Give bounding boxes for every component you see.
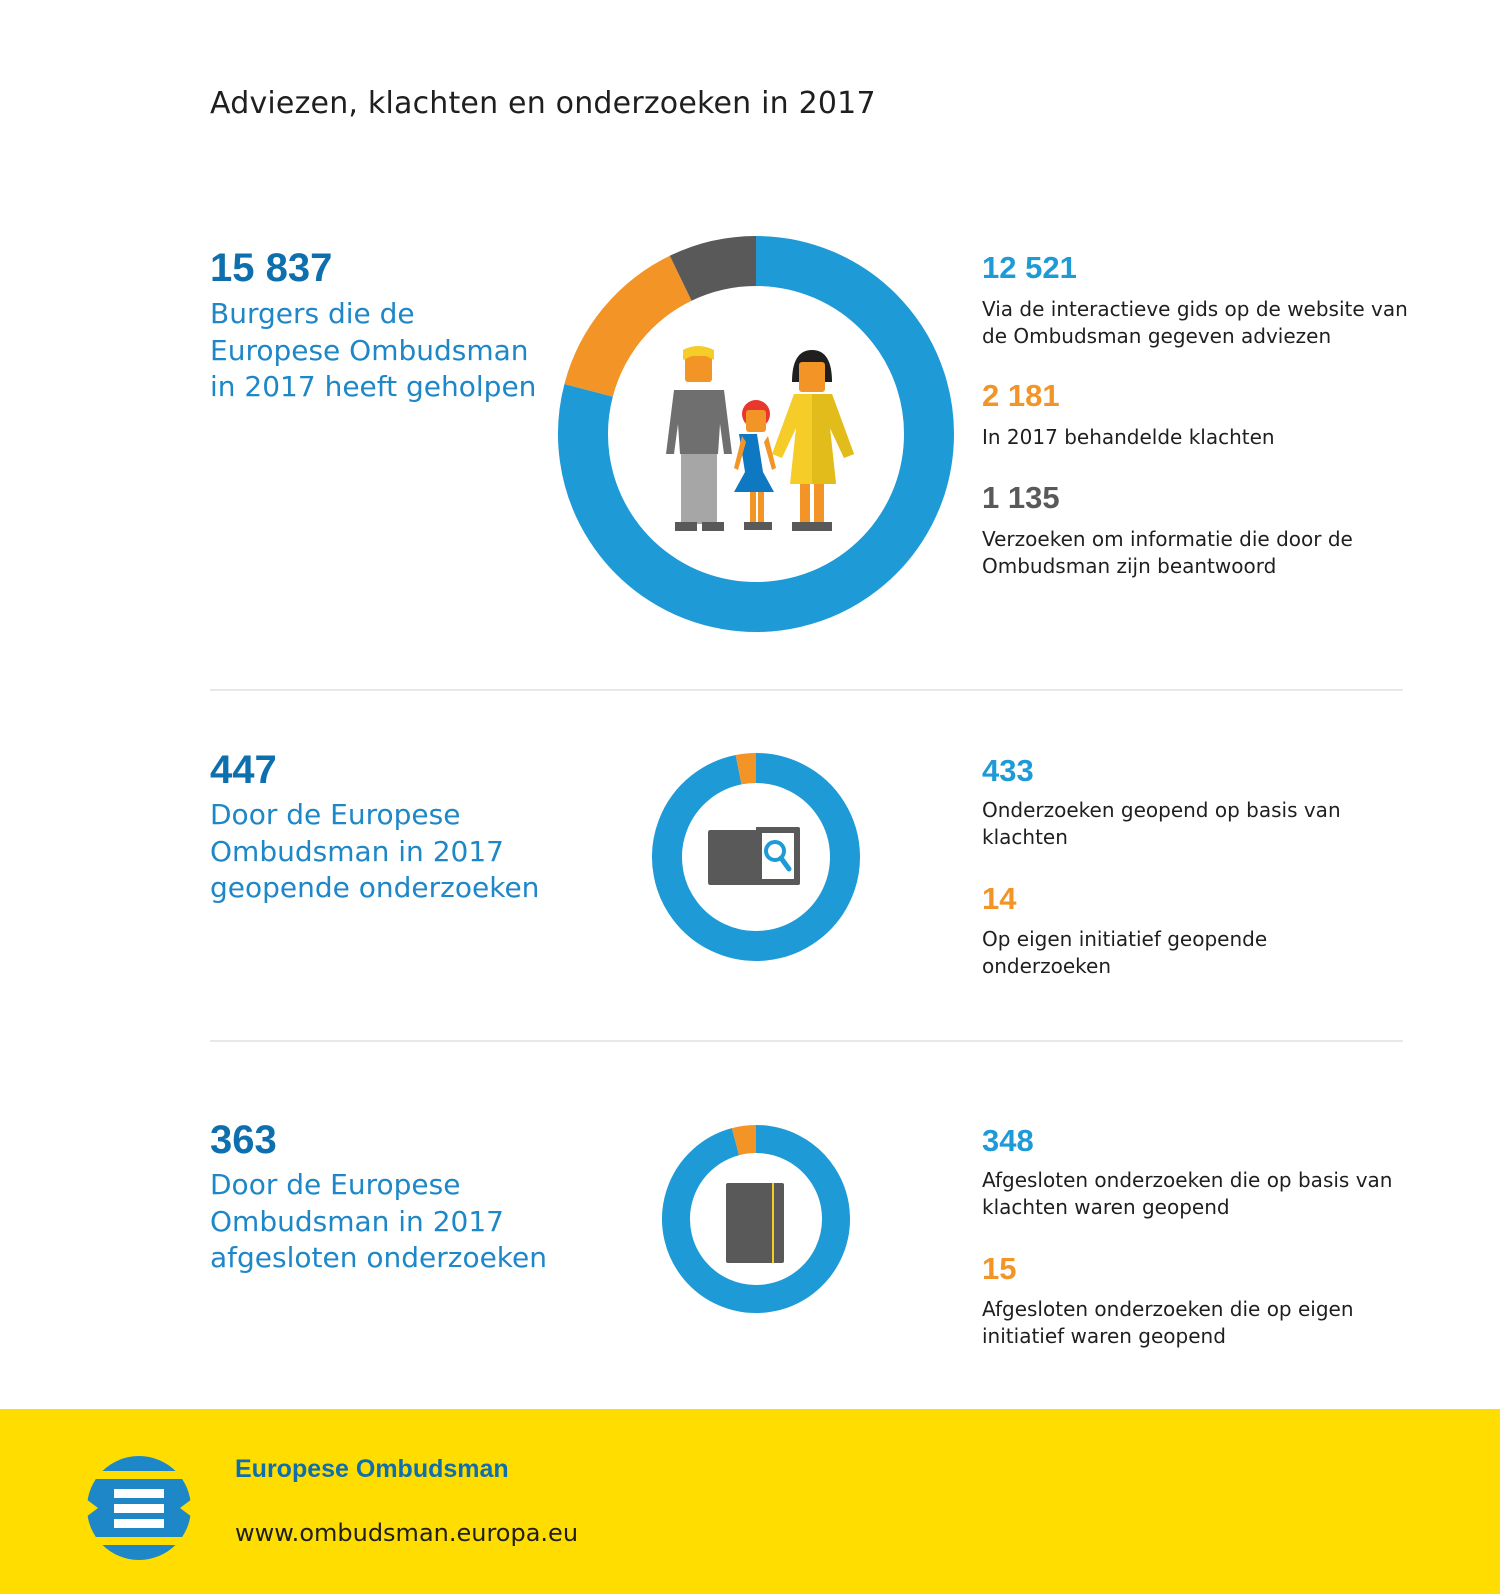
total-value: 447	[210, 748, 277, 792]
donut-chart-citizens	[554, 232, 958, 636]
family-icon	[666, 346, 854, 531]
footer	[0, 1409, 1500, 1594]
total-label: Burgers die de Europese Ombudsman in 2017 heeft geholpen	[210, 297, 537, 403]
total-label: Door de Europese Ombudsman in 2017 geopende onderzoeken	[210, 798, 540, 904]
slice-label: Onderzoeken geopend op basis van klachten	[982, 798, 1341, 849]
slice-value: 1 135	[982, 480, 1060, 515]
donut-slice	[739, 768, 756, 770]
donut-slice	[681, 261, 756, 278]
page-title: Adviezen, klachten en onderzoeken in 2017	[210, 86, 876, 121]
organization-name: Europese Ombudsman	[235, 1455, 509, 1483]
slice-label: In 2017 behandelde klachten	[982, 425, 1275, 449]
slice-value: 348	[982, 1123, 1034, 1158]
slice-label: Afgesloten onderzoeken die op eigen initiatief waren geopend	[982, 1297, 1354, 1348]
open-folder-search-icon	[708, 827, 800, 885]
slice-label: Afgesloten onderzoeken die op basis van klachten waren geopend	[982, 1168, 1393, 1219]
slice-value: 14	[982, 881, 1017, 916]
slice-value: 433	[982, 753, 1034, 788]
slice-value: 2 181	[982, 378, 1060, 413]
website-link[interactable]: www.ombudsman.europa.eu	[235, 1519, 579, 1547]
slice-value: 15	[982, 1251, 1017, 1286]
total-value: 363	[210, 1118, 277, 1162]
section-divider	[210, 689, 1403, 691]
slice-label: Op eigen initiatief geopende onderzoeken	[982, 927, 1268, 978]
donut-slice	[735, 1139, 756, 1142]
donut-slice	[589, 278, 681, 390]
total-label: Door de Europese Ombudsman in 2017 afgesloten onderzoeken	[210, 1168, 547, 1274]
closed-folder-icon	[726, 1183, 784, 1263]
slice-value: 12 521	[982, 250, 1077, 285]
section-divider	[210, 1040, 1403, 1042]
ombudsman-logo-icon	[86, 1455, 192, 1561]
slice-label: Verzoeken om informatie die door de Ombudsman zijn beantwoord	[982, 527, 1353, 578]
donut-chart-closed	[660, 1123, 852, 1315]
donut-chart-opened	[650, 751, 862, 963]
total-value: 15 837	[210, 246, 333, 290]
slice-label: Via de interactieve gids op de website van de Ombudsman gegeven adviezen	[982, 297, 1408, 348]
